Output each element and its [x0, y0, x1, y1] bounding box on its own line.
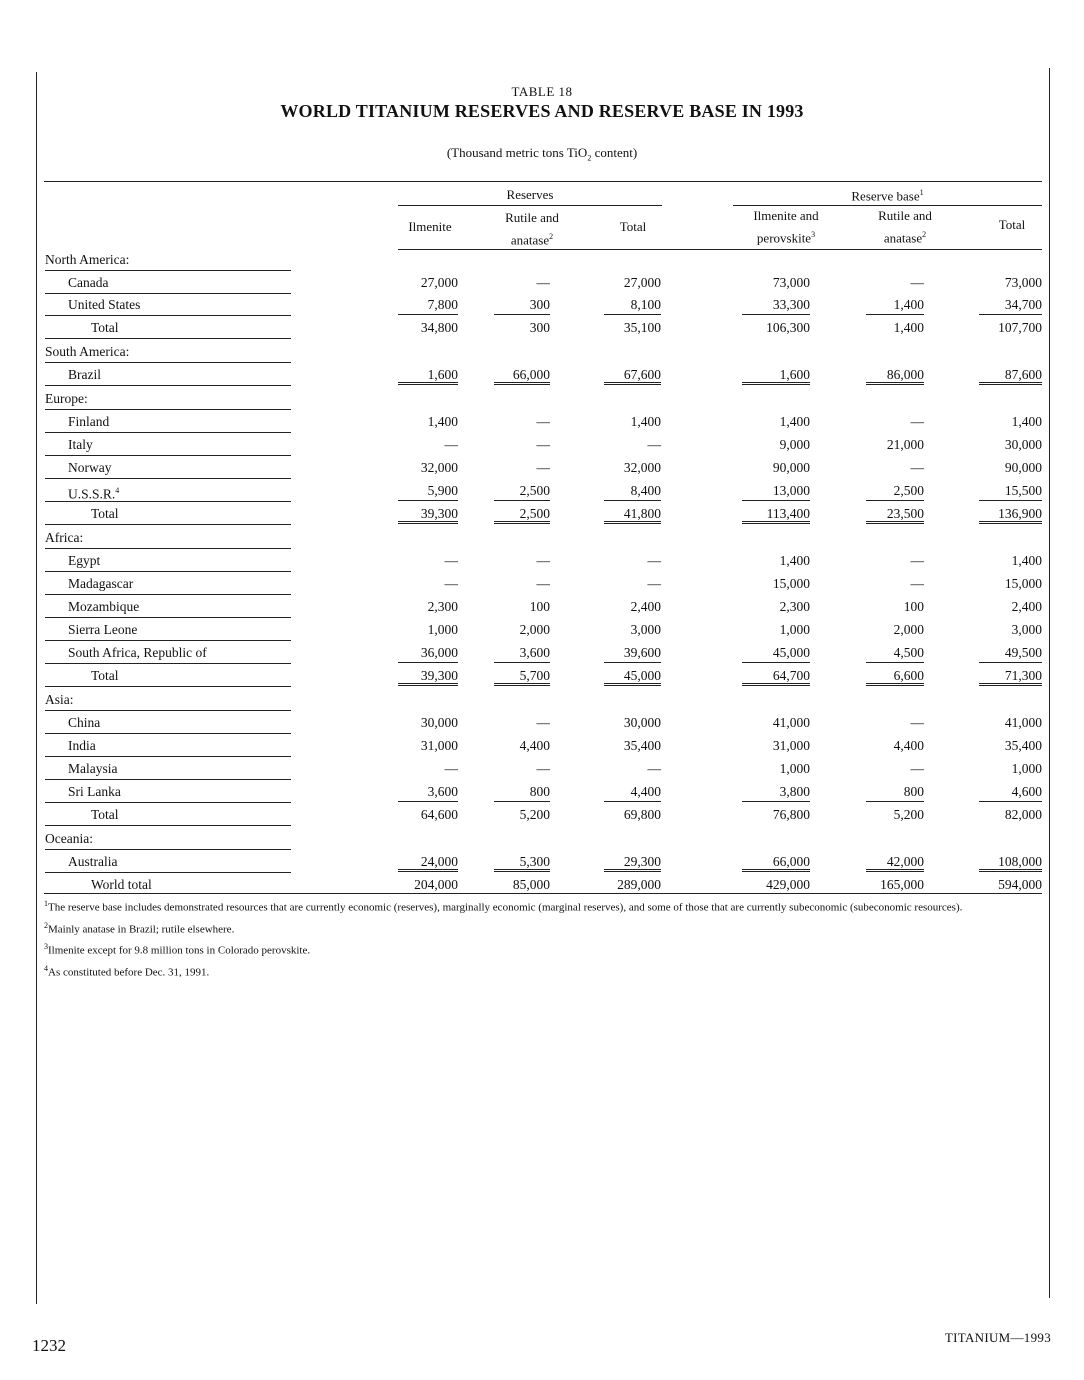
cell-total: 41,800	[604, 503, 661, 524]
cell-base-total: 30,000	[1004, 437, 1042, 452]
cell-base-total: 49,500	[979, 642, 1042, 663]
row-label: Europe:	[45, 388, 291, 410]
cell-ilmenite: 64,600	[420, 807, 458, 822]
cell-total: 8,100	[604, 294, 661, 315]
cell-base-total: 82,000	[1004, 807, 1042, 822]
cell-total: 8,400	[604, 480, 661, 501]
row-label: U.S.S.R.$^4$	[45, 480, 291, 502]
cell-base-ilmenite: 66,000	[742, 851, 810, 872]
cell-base-total: 35,400	[1004, 738, 1042, 753]
cell-base-total: 1,400	[1011, 414, 1042, 429]
cell-base-rutile: 2,500	[866, 480, 924, 501]
cell-ilmenite: 24,000	[398, 851, 458, 872]
cell-ilmenite: 32,000	[420, 460, 458, 475]
row-label: Malaysia	[45, 758, 291, 780]
row-label: Australia	[45, 851, 291, 873]
table-row-total-africa	[0, 665, 1084, 688]
cell-rutile: 300	[494, 294, 550, 315]
cell-ilmenite: 3,600	[398, 781, 458, 802]
cell-total: 30,000	[623, 715, 661, 730]
cell-base-ilmenite: 90,000	[772, 460, 810, 475]
row-label: South Africa, Republic of	[45, 642, 291, 664]
cell-base-ilmenite: 76,800	[772, 807, 810, 822]
cell-base-rutile: 6,600	[866, 665, 924, 686]
cell-ilmenite: 7,800	[398, 294, 458, 315]
table-row-africa	[0, 527, 1084, 550]
row-label: Total	[45, 317, 291, 339]
cell-base-rutile: —	[910, 761, 924, 776]
cell-ilmenite: 1,600	[398, 364, 458, 385]
cell-base-total: 594,000	[998, 877, 1042, 892]
table-row-total-europe	[0, 503, 1084, 526]
row-label: South America:	[45, 341, 291, 363]
cell-ilmenite: 1,400	[427, 414, 458, 429]
cell-total: —	[647, 576, 661, 591]
table-row-madagascar	[0, 573, 1084, 596]
table-row-oceania	[0, 828, 1084, 851]
cell-base-ilmenite: 73,000	[772, 275, 810, 290]
table-row-north-america	[0, 249, 1084, 272]
cell-base-rutile: 165,000	[880, 877, 924, 892]
cell-base-total: 15,000	[1004, 576, 1042, 591]
cell-base-ilmenite: 13,000	[742, 480, 810, 501]
cell-ilmenite: —	[444, 437, 458, 452]
header-rutile-anatase: Rutile and anatase$^2$	[505, 210, 559, 248]
cell-base-ilmenite: 1,400	[779, 553, 810, 568]
cell-rutile: —	[536, 460, 550, 475]
row-label: Sri Lanka	[45, 781, 291, 803]
cell-base-ilmenite: 31,000	[772, 738, 810, 753]
cell-base-rutile: —	[910, 414, 924, 429]
cell-ilmenite: —	[444, 553, 458, 568]
cell-ilmenite: 27,000	[420, 275, 458, 290]
footnote-4: $^4$As constituted before Dec. 31, 1991.	[44, 963, 210, 979]
row-label: Total	[45, 665, 291, 687]
cell-rutile: 100	[529, 599, 550, 614]
cell-ilmenite: —	[444, 576, 458, 591]
cell-base-ilmenite: 3,800	[742, 781, 810, 802]
table-row-italy	[0, 434, 1084, 457]
cell-base-ilmenite: 106,300	[766, 320, 810, 335]
cell-base-rutile: 4,400	[893, 738, 924, 753]
cell-total: 3,000	[630, 622, 661, 637]
table-row-egypt	[0, 550, 1084, 573]
cell-base-rutile: 800	[866, 781, 924, 802]
cell-total: 35,400	[623, 738, 661, 753]
cell-ilmenite: 36,000	[398, 642, 458, 663]
cell-total: 67,600	[604, 364, 661, 385]
running-head: TITANIUM—1993	[944, 1330, 1051, 1345]
table-title: WORLD TITANIUM RESERVES AND RESERVE BASE IN 1993	[280, 101, 804, 121]
cell-base-total: 136,900	[979, 503, 1042, 524]
row-label: Oceania:	[45, 828, 291, 850]
cell-rutile: 85,000	[512, 877, 550, 892]
cell-rutile: 4,400	[519, 738, 550, 753]
row-label: Norway	[45, 457, 291, 479]
row-label: India	[45, 735, 291, 757]
table-row-norway	[0, 457, 1084, 480]
table-row-united-states	[0, 294, 1084, 317]
cell-base-ilmenite: 64,700	[742, 665, 810, 686]
table-row-brazil	[0, 364, 1084, 387]
cell-ilmenite: 1,000	[427, 622, 458, 637]
cell-base-total: 15,500	[979, 480, 1042, 501]
cell-ilmenite: 39,300	[398, 665, 458, 686]
page-number: 1232	[32, 1336, 66, 1355]
cell-base-total: 1,000	[1011, 761, 1042, 776]
cell-rutile: —	[536, 553, 550, 568]
cell-rutile: 2,000	[519, 622, 550, 637]
footnote-3: $^3$Ilmenite except for 9.8 million tons in Colorado perovskite.	[44, 942, 311, 957]
row-label: Asia:	[45, 689, 291, 711]
footnotes	[44, 895, 1039, 982]
table-subtitle: (Thousand metric tons TiO$_2$ content)	[446, 145, 638, 163]
table-row-europe	[0, 388, 1084, 411]
cell-base-total: 87,600	[979, 364, 1042, 385]
table-row-sierra-leone	[0, 619, 1084, 642]
cell-base-rutile: 86,000	[866, 364, 924, 385]
cell-rutile: 800	[494, 781, 550, 802]
cell-total: 39,600	[604, 642, 661, 663]
cell-rutile: 5,700	[494, 665, 550, 686]
cell-base-rutile: —	[910, 275, 924, 290]
cell-base-rutile: —	[910, 715, 924, 730]
cell-base-total: 1,400	[1011, 553, 1042, 568]
cell-base-total: 90,000	[1004, 460, 1042, 475]
cell-total: 27,000	[623, 275, 661, 290]
cell-base-rutile: 5,200	[893, 807, 924, 822]
cell-base-total: 107,700	[998, 320, 1042, 335]
row-label: United States	[45, 294, 291, 316]
cell-base-ilmenite: 45,000	[742, 642, 810, 663]
cell-base-rutile: 23,500	[866, 503, 924, 524]
cell-base-ilmenite: 33,300	[742, 294, 810, 315]
row-label: World total	[91, 877, 152, 892]
cell-base-ilmenite: 15,000	[772, 576, 810, 591]
row-label: Total	[45, 804, 291, 826]
cell-total: —	[647, 761, 661, 776]
cell-total: 4,400	[604, 781, 661, 802]
cell-base-ilmenite: 1,400	[779, 414, 810, 429]
footnote-1: $^1$The reserve base includes demonstrated resources that are currently economic (reserves), marginally economic (marginal reserves), and some of those that are currently subeconomic (subeconomic resources).	[44, 899, 963, 914]
cell-total: 45,000	[604, 665, 661, 686]
cell-base-ilmenite: 2,300	[779, 599, 810, 614]
table-row-total-asia	[0, 804, 1084, 827]
cell-rutile: —	[536, 715, 550, 730]
cell-total: 289,000	[617, 877, 661, 892]
cell-rutile: 5,300	[494, 851, 550, 872]
cell-ilmenite: —	[444, 761, 458, 776]
cell-total: 35,100	[623, 320, 661, 335]
cell-base-rutile: 2,000	[893, 622, 924, 637]
cell-base-total: 71,300	[979, 665, 1042, 686]
table-row-australia	[0, 851, 1084, 874]
table-bottom-rule	[44, 893, 1042, 894]
table-row-total-north-america	[0, 317, 1084, 340]
table-number: TABLE 18	[511, 84, 573, 99]
cell-rutile: 5,200	[519, 807, 550, 822]
row-label: Egypt	[45, 550, 291, 572]
cell-ilmenite: 31,000	[420, 738, 458, 753]
cell-base-rutile: 100	[903, 599, 924, 614]
cell-base-rutile: 1,400	[866, 294, 924, 315]
header-ilmenite: Ilmenite	[408, 219, 452, 234]
cell-rutile: 66,000	[494, 364, 550, 385]
header-reserves: Reserves	[506, 187, 554, 202]
cell-ilmenite: 2,300	[427, 599, 458, 614]
cell-base-total: 2,400	[1011, 599, 1042, 614]
cell-base-rutile: 21,000	[886, 437, 924, 452]
cell-base-rutile: —	[910, 460, 924, 475]
cell-base-total: 34,700	[979, 294, 1042, 315]
row-label: Canada	[45, 272, 291, 294]
cell-base-rutile: 42,000	[866, 851, 924, 872]
cell-base-ilmenite: 1,000	[779, 622, 810, 637]
table-top-rule	[44, 181, 1042, 182]
cell-base-ilmenite: 113,400	[742, 503, 810, 524]
cell-total: 2,400	[630, 599, 661, 614]
reserves-group-rule	[398, 205, 662, 206]
row-label: Italy	[45, 434, 291, 456]
row-label: Finland	[45, 411, 291, 433]
cell-base-total: 41,000	[1004, 715, 1042, 730]
row-label: Sierra Leone	[45, 619, 291, 641]
cell-rutile: —	[536, 576, 550, 591]
header-ilmenite-perovskite: Ilmenite and perovskite$^3$	[753, 208, 819, 246]
table-row-asia	[0, 689, 1084, 712]
cell-total: 69,800	[623, 807, 661, 822]
table-row-south-america	[0, 341, 1084, 364]
cell-base-rutile: 4,500	[866, 642, 924, 663]
cell-total: 29,300	[604, 851, 661, 872]
header-rutile-anatase-base: Rutile and anatase$^2$	[878, 208, 932, 246]
cell-total: 1,400	[630, 414, 661, 429]
cell-base-rutile: —	[910, 553, 924, 568]
table-row-ussr	[0, 480, 1084, 503]
cell-base-ilmenite: 9,000	[779, 437, 810, 452]
cell-base-ilmenite: 1,000	[779, 761, 810, 776]
row-label: Madagascar	[45, 573, 291, 595]
table-row-south-africa	[0, 642, 1084, 665]
row-label: Mozambique	[45, 596, 291, 618]
table-row-canada	[0, 272, 1084, 295]
cell-rutile: —	[536, 275, 550, 290]
cell-rutile: —	[536, 437, 550, 452]
row-label: Total	[45, 503, 291, 525]
header-total: Total	[619, 219, 647, 234]
cell-rutile: 2,500	[494, 503, 550, 524]
table-row-finland	[0, 411, 1084, 434]
row-label: Africa:	[45, 527, 291, 549]
cell-base-total: 73,000	[1004, 275, 1042, 290]
table-row-china	[0, 712, 1084, 735]
cell-ilmenite: 34,800	[420, 320, 458, 335]
cell-rutile: 300	[529, 320, 550, 335]
table-row-mozambique	[0, 596, 1084, 619]
cell-base-rutile: 1,400	[893, 320, 924, 335]
cell-base-rutile: —	[910, 576, 924, 591]
cell-base-ilmenite: 429,000	[766, 877, 810, 892]
cell-base-ilmenite: 41,000	[772, 715, 810, 730]
cell-ilmenite: 39,300	[398, 503, 458, 524]
row-label: China	[45, 712, 291, 734]
cell-base-ilmenite: 1,600	[742, 364, 810, 385]
cell-rutile: 3,600	[494, 642, 550, 663]
row-label: North America:	[45, 249, 291, 271]
cell-ilmenite: 30,000	[420, 715, 458, 730]
cell-rutile: 2,500	[494, 480, 550, 501]
footnote-2: $^2$Mainly anatase in Brazil; rutile elsewhere.	[44, 920, 235, 936]
cell-total: —	[647, 553, 661, 568]
table-row-sri-lanka	[0, 781, 1084, 804]
cell-ilmenite: 204,000	[414, 877, 458, 892]
cell-rutile: —	[536, 761, 550, 776]
cell-total: 32,000	[623, 460, 661, 475]
table-row-india	[0, 735, 1084, 758]
cell-total: —	[647, 437, 661, 452]
header-reserve-base: Reserve base$^1$	[851, 188, 924, 204]
cell-base-total: 108,000	[979, 851, 1042, 872]
header-total-base: Total	[998, 217, 1026, 232]
cell-ilmenite: 5,900	[398, 480, 458, 501]
table-row-malaysia	[0, 758, 1084, 781]
cell-rutile: —	[536, 414, 550, 429]
row-label: Brazil	[45, 364, 291, 386]
cell-base-total: 3,000	[1011, 622, 1042, 637]
cell-base-total: 4,600	[979, 781, 1042, 802]
